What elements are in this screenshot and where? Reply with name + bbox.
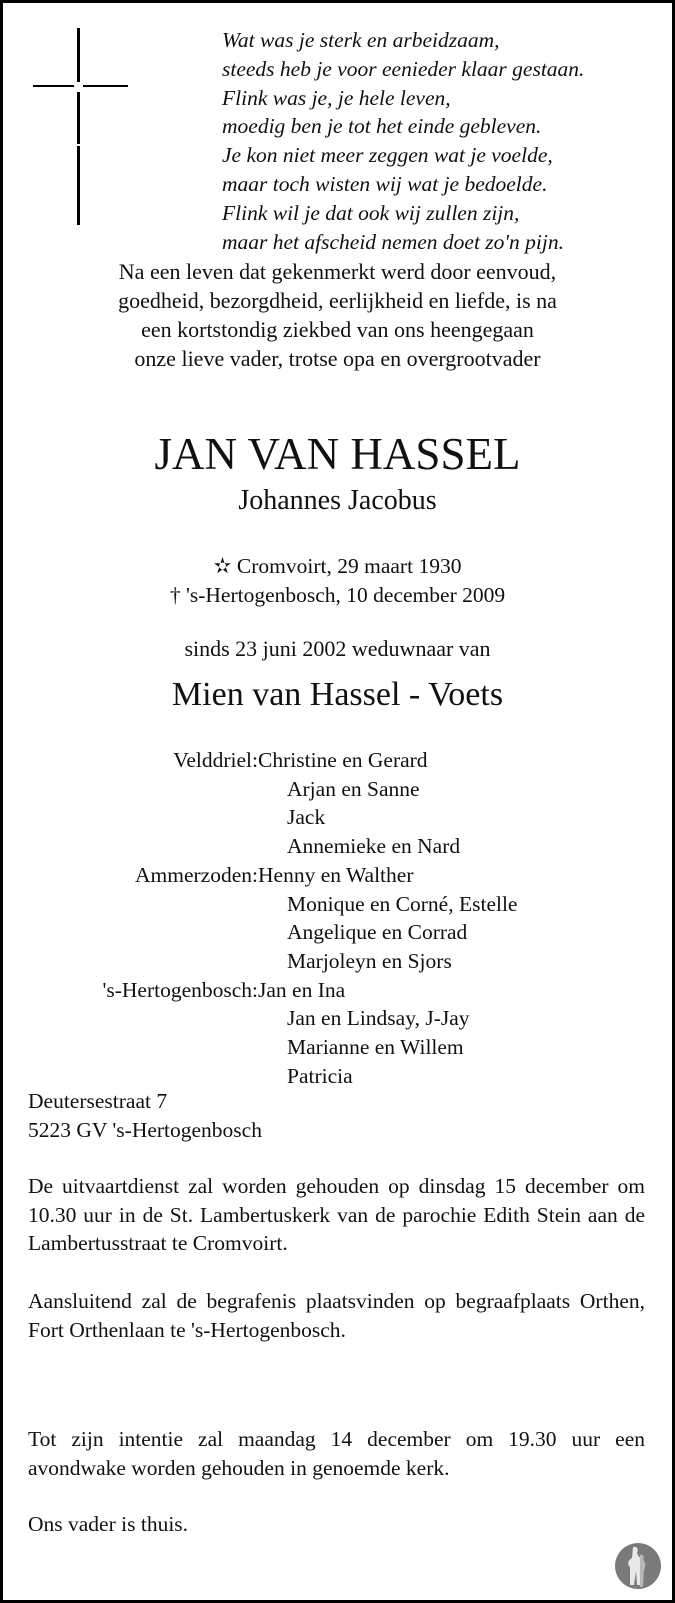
family-member: Monique en Corné, Estelle bbox=[287, 891, 518, 916]
family-member: Christine en Gerard bbox=[258, 748, 428, 772]
intro-text bbox=[0, 257, 675, 373]
deceased-name: JAN VAN HASSEL bbox=[154, 429, 521, 479]
family-place bbox=[0, 803, 258, 832]
family-row bbox=[0, 1033, 675, 1062]
poem-line: Je kon niet meer zeggen wat je voelde, bbox=[222, 143, 553, 168]
family-place bbox=[0, 1004, 258, 1033]
family-member: Henny en Walther bbox=[258, 862, 414, 887]
vigil-text: Tot zijn intentie zal maandag 14 december om 19.30 uur een avondwake worden gehouden in genoemde kerk. bbox=[28, 1427, 645, 1480]
family-place: 's-Hertogenbosch: bbox=[102, 977, 258, 1002]
intro-line: een kortstondig ziekbed van ons heengegaan bbox=[141, 317, 534, 342]
family-member: Patricia bbox=[287, 1063, 353, 1088]
spouse-name: Mien van Hassel - Voets bbox=[171, 676, 504, 713]
poem-line: Flink was je, je hele leven, bbox=[222, 85, 451, 110]
family-row bbox=[0, 775, 675, 804]
death-date: † 's-Hertogenbosch, 10 december 2009 bbox=[169, 582, 506, 607]
family-member: Jan en Ina bbox=[258, 977, 346, 1002]
poem-line: maar toch wisten wij wat je bedoelde. bbox=[222, 171, 548, 196]
family-row bbox=[0, 746, 675, 775]
logo-icon bbox=[615, 1543, 661, 1589]
dates bbox=[0, 552, 675, 609]
family-member: Arjan en Sanne bbox=[287, 776, 420, 801]
family-place: Velddriel: bbox=[173, 748, 258, 772]
address-street: Deutersestraat 7 bbox=[28, 1089, 168, 1113]
family-row bbox=[0, 832, 675, 861]
poem-line: moedig ben je tot het einde gebleven. bbox=[222, 114, 542, 139]
family-member: Jack bbox=[287, 805, 326, 830]
family-place bbox=[0, 832, 258, 861]
poem bbox=[222, 26, 584, 256]
family-place bbox=[0, 775, 258, 804]
given-names: Johannes Jacobus bbox=[238, 485, 437, 516]
family-row bbox=[0, 861, 675, 890]
family-place bbox=[0, 918, 258, 947]
birth-date: ✫ Cromvoirt, 29 maart 1930 bbox=[213, 554, 462, 578]
poem-line: Flink wil je dat ook wij zullen zijn, bbox=[222, 200, 520, 225]
poem-line: maar het afscheid nemen doet zo'n pijn. bbox=[222, 229, 564, 254]
family-member: Marjoleyn en Sjors bbox=[287, 948, 452, 973]
intro-line: goedheid, bezorgdheid, eerlijkheid en liefde, is na bbox=[118, 288, 557, 313]
family-member: Angelique en Corrad bbox=[287, 920, 468, 945]
closing-text: Ons vader is thuis. bbox=[28, 1512, 189, 1536]
address-city: 5223 GV 's-Hertogenbosch bbox=[28, 1117, 262, 1142]
family-row bbox=[0, 1004, 675, 1033]
burial-text: Aansluitend zal de begrafenis plaatsvinden op begraafplaats Orthen, Fort Orthenlaan te 's-Hertogenbosch. bbox=[28, 1289, 645, 1342]
service-text: De uitvaartdienst zal worden gehouden op dinsdag 15 december om 10.30 uur in de St. Lambertuskerk van de parochie Edith Stein aan de Lambertusstraat te Cromvoirt. bbox=[28, 1174, 645, 1256]
intro-line: Na een leven dat gekenmerkt werd door eenvoud, bbox=[118, 259, 557, 284]
family-row bbox=[0, 918, 675, 947]
family-place bbox=[0, 947, 258, 976]
poem-line: steeds heb je voor eenieder klaar gestaan. bbox=[222, 56, 585, 81]
intro-line: onze lieve vader, trotse opa en overgrootvader bbox=[134, 346, 541, 371]
family-row bbox=[0, 976, 675, 1005]
poem-line: Wat was je sterk en arbeidzaam, bbox=[222, 28, 500, 52]
family-place: Ammerzoden: bbox=[135, 862, 258, 887]
family-place bbox=[0, 890, 258, 919]
family-place bbox=[0, 1033, 258, 1062]
widower-text: sinds 23 juni 2002 weduwnaar van bbox=[184, 636, 491, 661]
family-row bbox=[0, 947, 675, 976]
family-member: Jan en Lindsay, J-Jay bbox=[287, 1006, 470, 1031]
address bbox=[28, 1087, 262, 1144]
family-row bbox=[0, 890, 675, 919]
family-row bbox=[0, 803, 675, 832]
family-list bbox=[0, 746, 675, 1090]
family-member: Marianne en Willem bbox=[287, 1035, 464, 1060]
family-member: Annemieke en Nard bbox=[287, 834, 461, 859]
